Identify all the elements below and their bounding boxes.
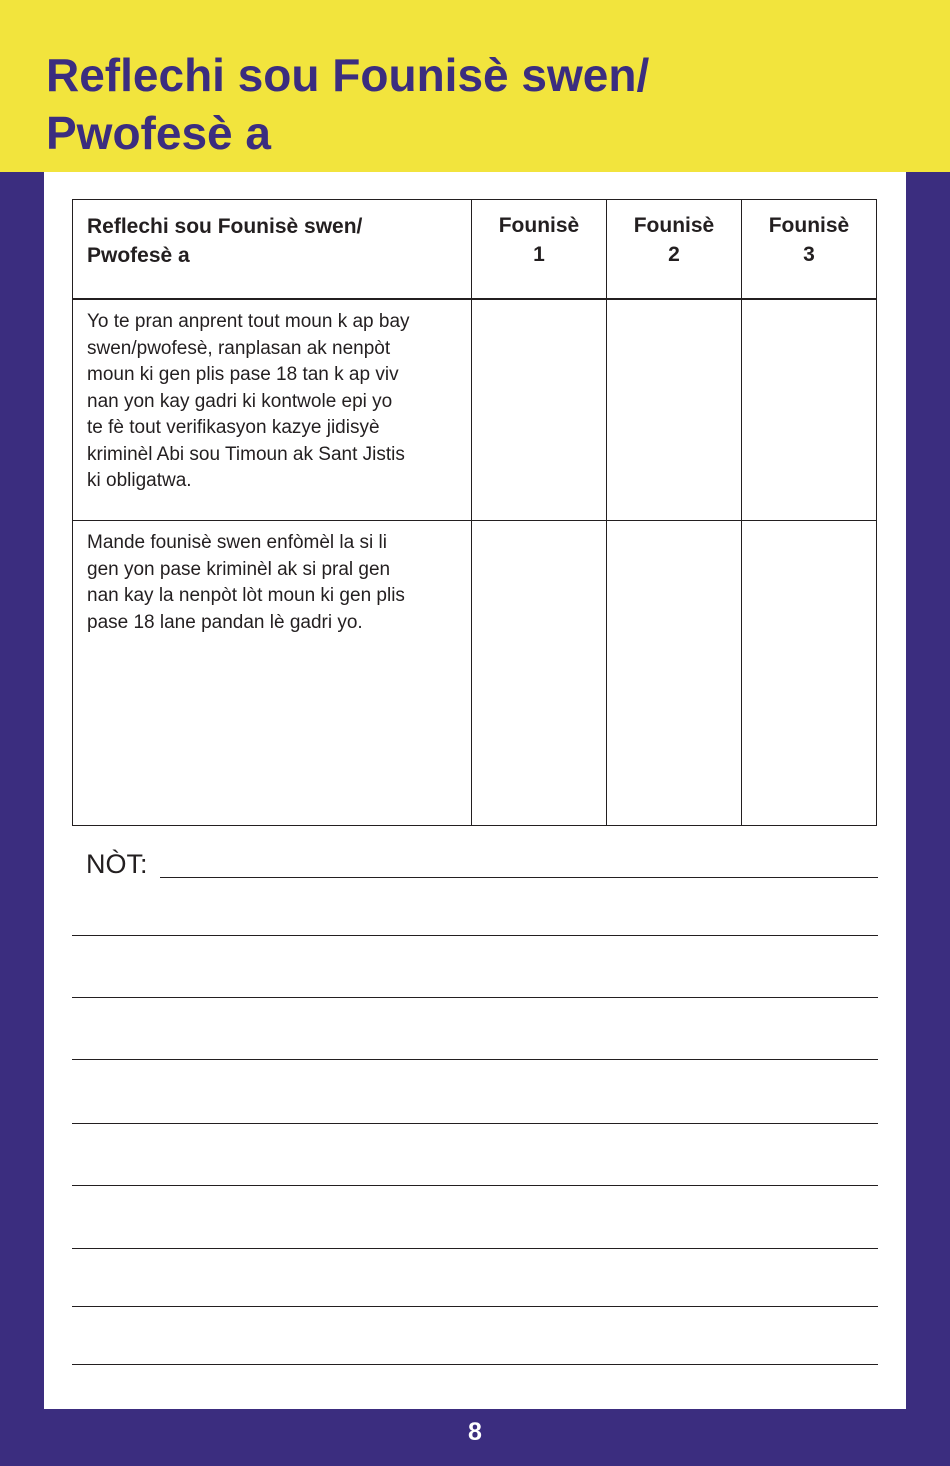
page-header	[0, 0, 950, 172]
provider-checklist-table	[72, 199, 877, 826]
notes-line[interactable]	[72, 1248, 878, 1249]
provider-1-column-header: Founisè 1	[472, 200, 607, 300]
notes-line[interactable]	[72, 1185, 878, 1186]
provider-3-column-header: Founisè 3	[742, 200, 877, 300]
notes-line[interactable]	[72, 935, 878, 936]
notes-line[interactable]	[160, 877, 878, 878]
page-title-line-1: Reflechi sou Founisè swen/	[46, 49, 650, 101]
page-title-line-2: Pwofesè a	[46, 107, 271, 159]
notes-line[interactable]	[72, 1364, 878, 1365]
provider-1-answer-cell[interactable]	[472, 299, 607, 521]
page-title	[46, 46, 649, 162]
notes-line[interactable]	[72, 997, 878, 998]
notes-line[interactable]	[72, 1059, 878, 1060]
criteria-cell-fingerprints: Yo te pran anprent tout moun k ap bay swen/pwofesè, ranplasan ak nenpòt moun ki gen plis pase 18 tan k ap viv nan yon kay gadri ki kontwole epi yo te fè tout verifikasyon kazye jidisyè kriminèl Abi sou Timoun ak Sant Jistis ki obligatwa.	[73, 299, 472, 521]
provider-2-answer-cell[interactable]	[607, 521, 742, 826]
provider-1-answer-cell[interactable]	[472, 521, 607, 826]
provider-3-answer-cell[interactable]	[742, 521, 877, 826]
provider-2-answer-cell[interactable]	[607, 299, 742, 521]
provider-3-answer-cell[interactable]	[742, 299, 877, 521]
table-row	[73, 521, 877, 826]
page-number: 8	[468, 1418, 482, 1446]
table-row	[73, 299, 877, 521]
criteria-column-header: Reflechi sou Founisè swen/ Pwofesè a	[73, 200, 472, 300]
notes-line[interactable]	[72, 1306, 878, 1307]
notes-line[interactable]	[72, 1123, 878, 1124]
table-header-row	[73, 200, 877, 300]
criteria-cell-criminal-history: Mande founisè swen enfòmèl la si li gen yon pase kriminèl ak si pral gen nan kay la nenpòt lòt moun ki gen plis pase 18 lane pandan lè gadri yo.	[73, 521, 472, 826]
notes-label: NÒT:	[86, 849, 148, 879]
provider-2-column-header: Founisè 2	[607, 200, 742, 300]
